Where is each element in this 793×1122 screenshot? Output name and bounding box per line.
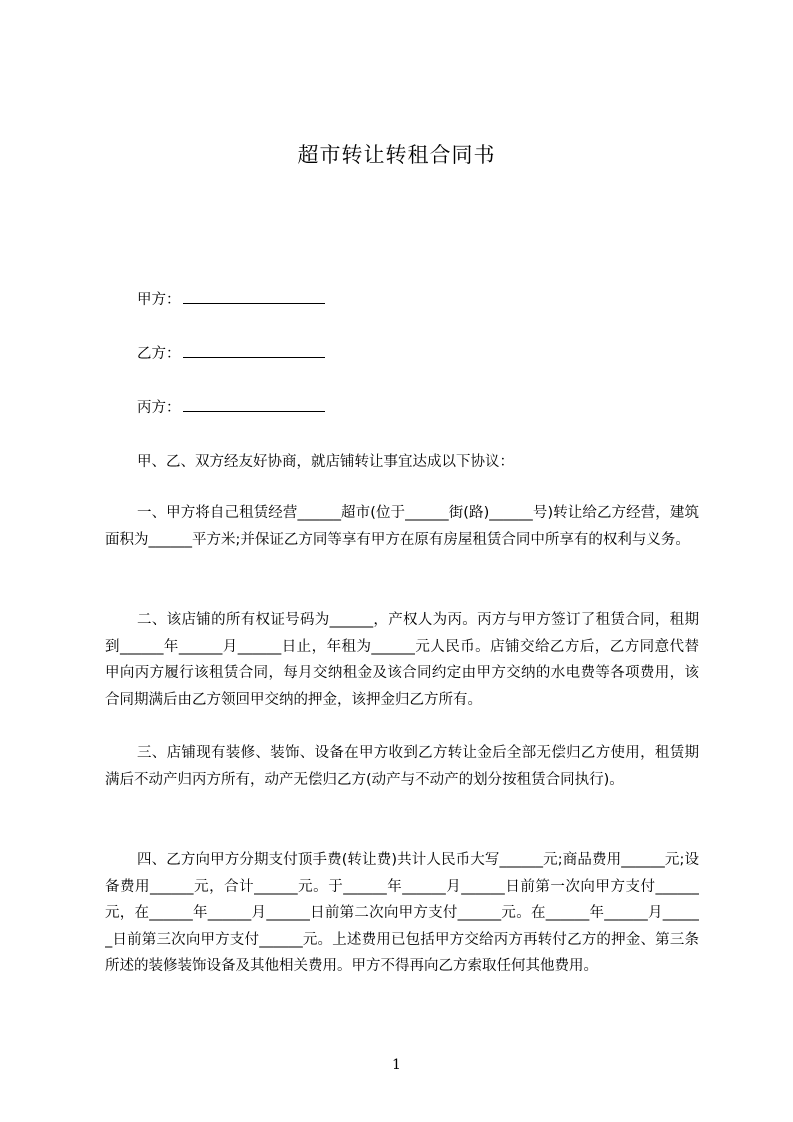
page-number: 1 <box>392 1057 401 1073</box>
clause-3: 三、店铺现有装修、装饰、设备在甲方收到乙方转让金后全部无偿归乙方使用，租赁期满后不动产归丙方所有，动产无偿归乙方(动产与不动产的划分按租赁合同执行)。 <box>105 745 699 788</box>
clause-4: 四、乙方向甲方分期支付顶手费(转让费)共计人民币大写______元;商品费用______元;设备费用______元，合计______元。于______年______月______日前第一次向甲方支付______元，在______年______月______日前第二次向甲方支付______元。在______年______月______日前第三次向甲方支付______元。上述费用已包括甲方交给丙方再转付乙方的押金、第三条所述的装修装饰设备及其他相关费用。甲方不得再向乙方索取任何其他费用。 <box>105 852 699 974</box>
party-b-label: 乙方： <box>137 346 181 362</box>
party-b-line <box>137 343 325 365</box>
party-c-label: 丙方： <box>137 400 181 416</box>
party-b-blank <box>183 343 325 358</box>
intro-paragraph: 甲、乙、双方经友好协商，就店铺转让事宜达成以下协议： <box>137 454 514 470</box>
party-c-blank <box>183 397 325 412</box>
party-a-line <box>137 289 325 311</box>
page-title: 超市转让转租合同书 <box>297 143 496 167</box>
party-a-label: 甲方： <box>137 292 181 308</box>
party-a-blank <box>183 289 325 304</box>
party-c-line <box>137 397 325 419</box>
clause-2: 二、该店铺的所有权证号码为______，产权人为丙。丙方与甲方签订了租赁合同，租期到______年______月______日止，年租为______元人民币。店铺交给乙方后，乙方同意代替甲向丙方履行该租赁合同，每月交纳租金及该合同约定由甲方交纳的水电费等各项费用，该合同期满后由乙方领回甲交纳的押金，该押金归乙方所有。 <box>105 612 699 708</box>
clause-1: 一、甲方将自己租赁经营______超市(位于______街(路)______号)转让给乙方经营，建筑面积为______平方米;并保证乙方同等享有甲方在原有房屋租赁合同中所享有的权利与义务。 <box>105 505 699 548</box>
